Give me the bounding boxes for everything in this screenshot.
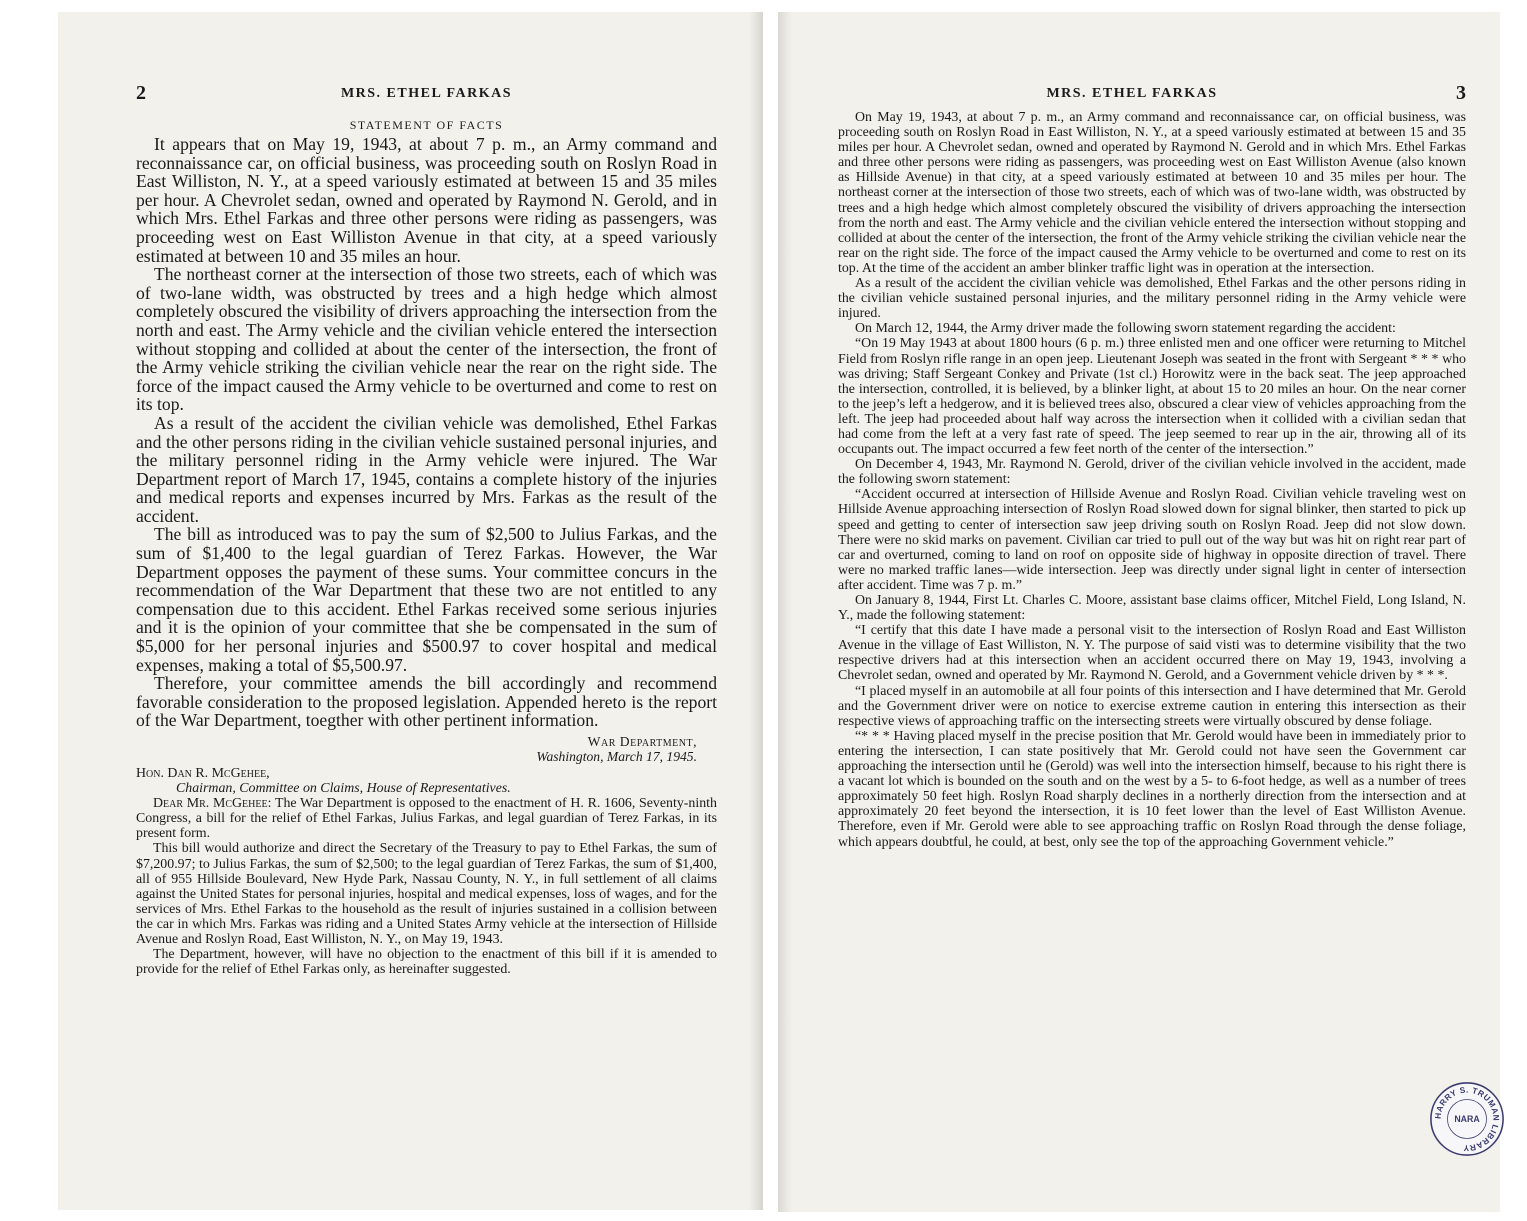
- paragraph: As a result of the accident the civilian vehicle was demolished, Ethel Farkas and the other persons riding in the civilian vehicle sustained personal injuries, and the military personnel riding in the Army vehicle were injured.: [838, 276, 1466, 322]
- section-heading: STATEMENT OF FACTS: [349, 118, 504, 132]
- letter-body: [136, 796, 717, 977]
- page-number: 2: [136, 82, 146, 104]
- letter-opening-paragraph: [136, 796, 717, 841]
- running-title: MRS. ETHEL FARKAS: [340, 86, 513, 101]
- paragraph: The Department, however, will have no objection to the enactment of this bill if it is amended to provide for the relief of Ethel Farkas only, as hereinafter suggested.: [136, 947, 717, 978]
- letter-opening: The War Department is opposed to the enactment of H. R. 1606, Seventy-ninth Congress, a bill for the relief of Ethel Farkas, Julius Farkas, and legal guardian of Terez Farkas, in its present form.: [136, 796, 717, 842]
- statement-of-facts: [136, 135, 717, 730]
- letter-place-date: Washington, March 17, 1945.: [536, 749, 697, 764]
- quoted-statement: “Accident occurred at intersection of Hillside Avenue and Roslyn Road. Civilian vehicle traveling west on Hillside Avenue approaching intersection of Roslyn Road slowed down for signal blinker, then started to pick up speed and getting to center of intersection saw jeep driving south on Roslyn Road. Jeep did not slow down. There were no skid marks on pavement. Civilian car tried to pull out of the way but was hit on right rear part of car and overturned, coming to land on roof on opposite side of highway in opposite direction of travel. There were no marked traffic lanes—wide intersection. Jeep was directly under signal light in center of intersection after accident. Time was 7 p. m.”: [838, 487, 1466, 593]
- quoted-statement: “* * * Having placed myself in the precise position that Mr. Gerold would have been in immediately prior to entering the intersection, I can state positively that Mr. Gerold could not have seen the Government car approaching the intersection until he (Gerold) was well into the intersection himself, because to his right there is a vacant lot which is bounded on the south and on the west by a 5- to 6-foot hedge, as well as a number of trees approximately 50 feet high. Roslyn Road sharply declines in a northerly direction from the intersection and at approximately 20 feet beyond the intersection, it is 10 feet lower than the level of East Williston Avenue. Therefore, even if Mr. Gerold were able to see approaching traffic on Roslyn Road through the dense foliage, which appears doubtful, he could, at best, only see the top of the approaching Government vehicle.”: [838, 728, 1466, 850]
- paragraph: The northeast corner at the intersection of those two streets, each of which was of two-lane width, was obstructed by trees and a high hedge which almost completely obscured the visibility of drivers approaching the intersection from the north and east. The Army vehicle and the civilian vehicle entered the intersection without stopping and collided at about the center of the intersection, the front of the Army vehicle striking the civilian vehicle near the rear on the right side. The force of the impact caused the Army vehicle to be overturned and come to rest on its top.: [136, 264, 717, 415]
- page-number: 3: [1456, 82, 1466, 104]
- paragraph: It appears that on May 19, 1943, at about 7 p. m., an Army command and reconnaissance car, on official business, was proceeding south on Roslyn Road in East Williston, N. Y., at a speed variously estimated at between 15 and 35 miles per hour. A Chevrolet sedan, owned and operated by Raymond N. Gerold, and in which Mrs. Ethel Farkas and three other persons were riding as passengers, was proceeding west on East Williston Avenue in that city, at a speed variously estimated at between 10 and 35 miles an hour.: [136, 134, 717, 266]
- letter-department: War Department,: [587, 734, 697, 749]
- paragraph: On January 8, 1944, First Lt. Charles C. Moore, assistant base claims officer, Mitchel Field, Long Island, N. Y., made the following statement:: [838, 593, 1466, 624]
- left-page: [58, 12, 763, 1210]
- paragraph: The bill as introduced was to pay the sum of $2,500 to Julius Farkas, and the sum of $1,400 to the legal guardian of Terez Farkas. However, the War Department opposes the payment of these sums. Your committee concurs in the recommendation of the War Department that these two are not entitled to any compensation due to this accident. Ethel Farkas received some serious injuries and it is the opinion of your committee that she be compensated in the sum of $5,000 for her personal injuries and $500.97 to cover hospital and medical expenses, making a total of $5,500.97.: [136, 524, 717, 675]
- right-page: [778, 12, 1500, 1212]
- paragraph: On May 19, 1943, at about 7 p. m., an Army command and reconnaissance car, on official business, was proceeding south on Roslyn Road in East Williston, N. Y., at a speed variously estimated at between 15 and 35 miles per hour. A Chevrolet sedan, owned and operated by Raymond N. Gerold and in which Mrs. Ethel Farkas and three other persons were riding as passengers, was proceeding west on East Williston Avenue (also known as Hillside Avenue) in that city, at a speed variously estimated at between 10 and 35 miles per hour. The northeast corner at the intersection of those two streets, each of which was of two-lane width, was obstructed by trees and a high hedge which almost completely obscured the visibility of drivers approaching the intersection from the north and east. The Army vehicle and the civilian vehicle entered the intersection without stopping and collided at about the center of the intersection, the front of the Army vehicle striking the civilian vehicle near the rear on the right side. The force of the impact caused the Army vehicle to be overturned and come to rest on its top. At the time of the accident an amber blinker traffic light was in operation at the intersection.: [838, 110, 1466, 276]
- library-stamp: [1428, 1080, 1506, 1158]
- right-page-body: [838, 110, 1466, 850]
- running-title: MRS. ETHEL FARKAS: [1046, 86, 1218, 101]
- letter-dateline: [136, 734, 717, 764]
- right-page-header: [838, 82, 1466, 110]
- left-page-header: [136, 82, 717, 110]
- paragraph: On March 12, 1944, the Army driver made the following sworn statement regarding the accident:: [855, 321, 1396, 337]
- letter-addressee: [136, 766, 717, 796]
- stamp-center: NARA: [1454, 1113, 1480, 1124]
- paragraph: Therefore, your committee amends the bill accordingly and recommend favorable consideration to the proposed legislation. Appended hereto is the report of the War Department, toegther with other pertinent information.: [136, 673, 717, 731]
- quoted-statement: “I certify that this date I have made a personal visit to the intersection of Roslyn Road and East Williston Avenue in the village of East Williston, N. Y. The purpose of said visti was to determine visibility that the two respective drivers had at this intersection when an accident occurred there on May 19, 1943, involving a Chevrolet sedan, owned and operated by Mr. Raymond N. Gerold, and a Government vehicle driven by * * *.: [838, 623, 1466, 684]
- paragraph: This bill would authorize and direct the Secretary of the Treasury to pay to Ethel Farkas, the sum of $7,200.97; to Julius Farkas, the sum of $2,500; to the legal guardian of Terez Farkas, the sum of $1,400, all of 955 Hillside Boulevard, New Hyde Park, Nassau County, N. Y., in full settlement of all claims against the United States for personal injuries, hospital and medical expenses, loss of wages, and for the services of Mrs. Ethel Farkas to the household as the result of injuries sustained in a collision between the car in which Mrs. Farkas was riding and a United States Army vehicle at the intersection of Hillside Avenue and Roslyn Road, East Williston, N. Y., on May 19, 1943.: [136, 841, 717, 948]
- addressee-name: Hon. Dan R. McGehee,: [136, 766, 270, 781]
- addressee-role: Chairman, Committee on Claims, House of Representatives.: [176, 781, 511, 797]
- stamp-text: HARRY S. TRUMAN LIBRARY: [1433, 1085, 1501, 1153]
- quoted-statement: “On 19 May 1943 at about 1800 hours (6 p. m.) three enlisted men and one officer were returning to Mitchel Field from Roslyn rifle range in an open jeep. Lieutenant Joseph was seated in the front with Sergeant * * * who was driving; Staff Sergeant Conkey and Private (1st cl.) Horowitz were in the back seat. The jeep approached the intersection, controlled, it is believed, by a blinker light, at about 15 to 20 miles an hour. On the near corner to the jeep’s left a hedgerow, and it is believed trees also, obscured a clear view of vehicles approaching from the left. The jeep had proceeded about half way across the intersection when it collided with a civilian sedan that had come from the left at a very fast rate of speed. The jeep seemed to rear up in the air, throwing all of its occupants out. The impact occurred a few feet north of the center of the intersection.”: [838, 336, 1466, 458]
- paragraph: As a result of the accident the civilian vehicle was demolished, Ethel Farkas and the other persons riding in the civilian vehicle sustained personal injuries, and the military personnel riding in the Army vehicle were injured. The War Department report of March 17, 1945, contains a complete history of the injuries and medical reports and expenses incurred by Mrs. Farkas as the result of the accident.: [136, 412, 717, 526]
- quoted-statement: “I placed myself in an automobile at all four points of this intersection and I have determined that Mr. Gerold and the Government driver were on notice to exercise extreme caution in entering this intersection as their respective views of approaching traffic on the intersecting streets were virtually obscured by dense foliage.: [838, 683, 1466, 729]
- letter-salutation: Dear Mr. McGehee:: [153, 796, 272, 812]
- paragraph: On December 4, 1943, Mr. Raymond N. Gerold, driver of the civilian vehicle involved in the accident, made the following sworn statement:: [838, 457, 1466, 488]
